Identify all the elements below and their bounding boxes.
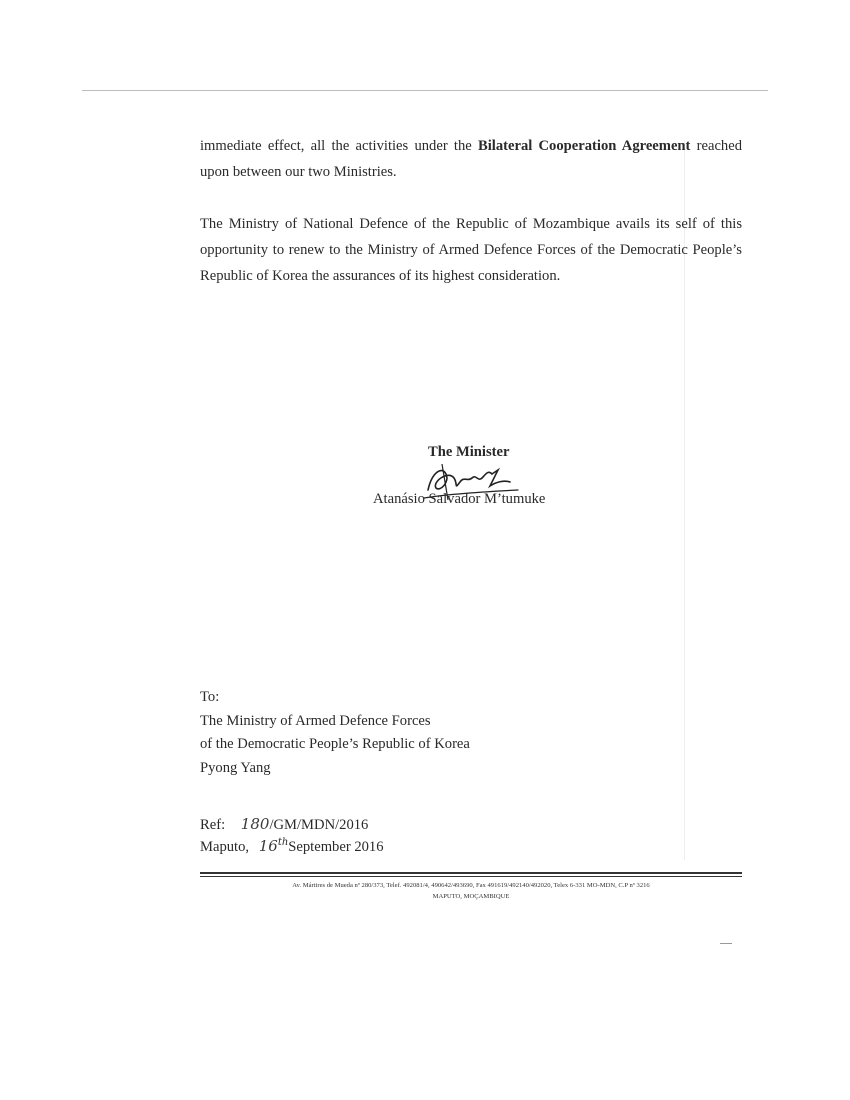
reference-line	[200, 815, 384, 834]
scan-mark	[720, 943, 732, 944]
top-divider	[82, 90, 768, 91]
reference-block	[200, 815, 384, 856]
ref-number-handwritten: 180	[240, 815, 270, 833]
footer-address-line: Av. Mártires de Mueda nº 280/373, Telef. 492081/4, 490642/493690, Fax 491619/492140/492020, Telex 6-331 MO-MDN, C.P nº 3216	[292, 882, 650, 889]
letter-paragraph-1	[200, 133, 742, 185]
footer-divider-thin	[200, 876, 742, 877]
letter-paragraph-2: The Ministry of National Defence of the Republic of Mozambique avails its self of this opportunity to renew to the Ministry of Armed Defence Forces of the Democratic People’s Republic of Korea the assurances of its highest consideration.	[200, 216, 742, 284]
addressee-line-1	[200, 710, 470, 734]
letterhead-footer	[200, 880, 742, 902]
addressee-block	[200, 686, 470, 780]
agreement-name: Bilateral Cooperation Agreement	[477, 138, 691, 154]
addressee-line-2: of the Democratic People’s Republic of Korea	[200, 736, 470, 752]
footer-divider-thick	[200, 872, 742, 874]
ref-label: Ref:	[200, 817, 226, 833]
addressee-line-3: Pyong Yang	[200, 759, 271, 776]
day-suffix: th	[277, 837, 289, 848]
signatory-name: Atanásio Salvador M’tumuke	[373, 491, 546, 507]
place-label: Maputo,	[200, 838, 250, 855]
footer-city-line: MAPUTO, MOÇAMBIQUE	[432, 893, 510, 900]
ref-suffix: /GM/MDN/2016	[269, 817, 369, 833]
to-label: To:	[200, 689, 220, 705]
month-year: September 2016	[288, 838, 384, 855]
addressee-line-1-text: The Ministry of Armed Defence Forces	[200, 712, 431, 729]
paragraph-1-text-end: reached upon between our two Ministries.	[200, 138, 743, 180]
day-handwritten: 16	[258, 836, 278, 855]
signatory-title: The Minister	[428, 444, 510, 460]
date-line	[200, 834, 384, 856]
paragraph-1-text-start: immediate effect, all the activities under the	[200, 138, 478, 154]
